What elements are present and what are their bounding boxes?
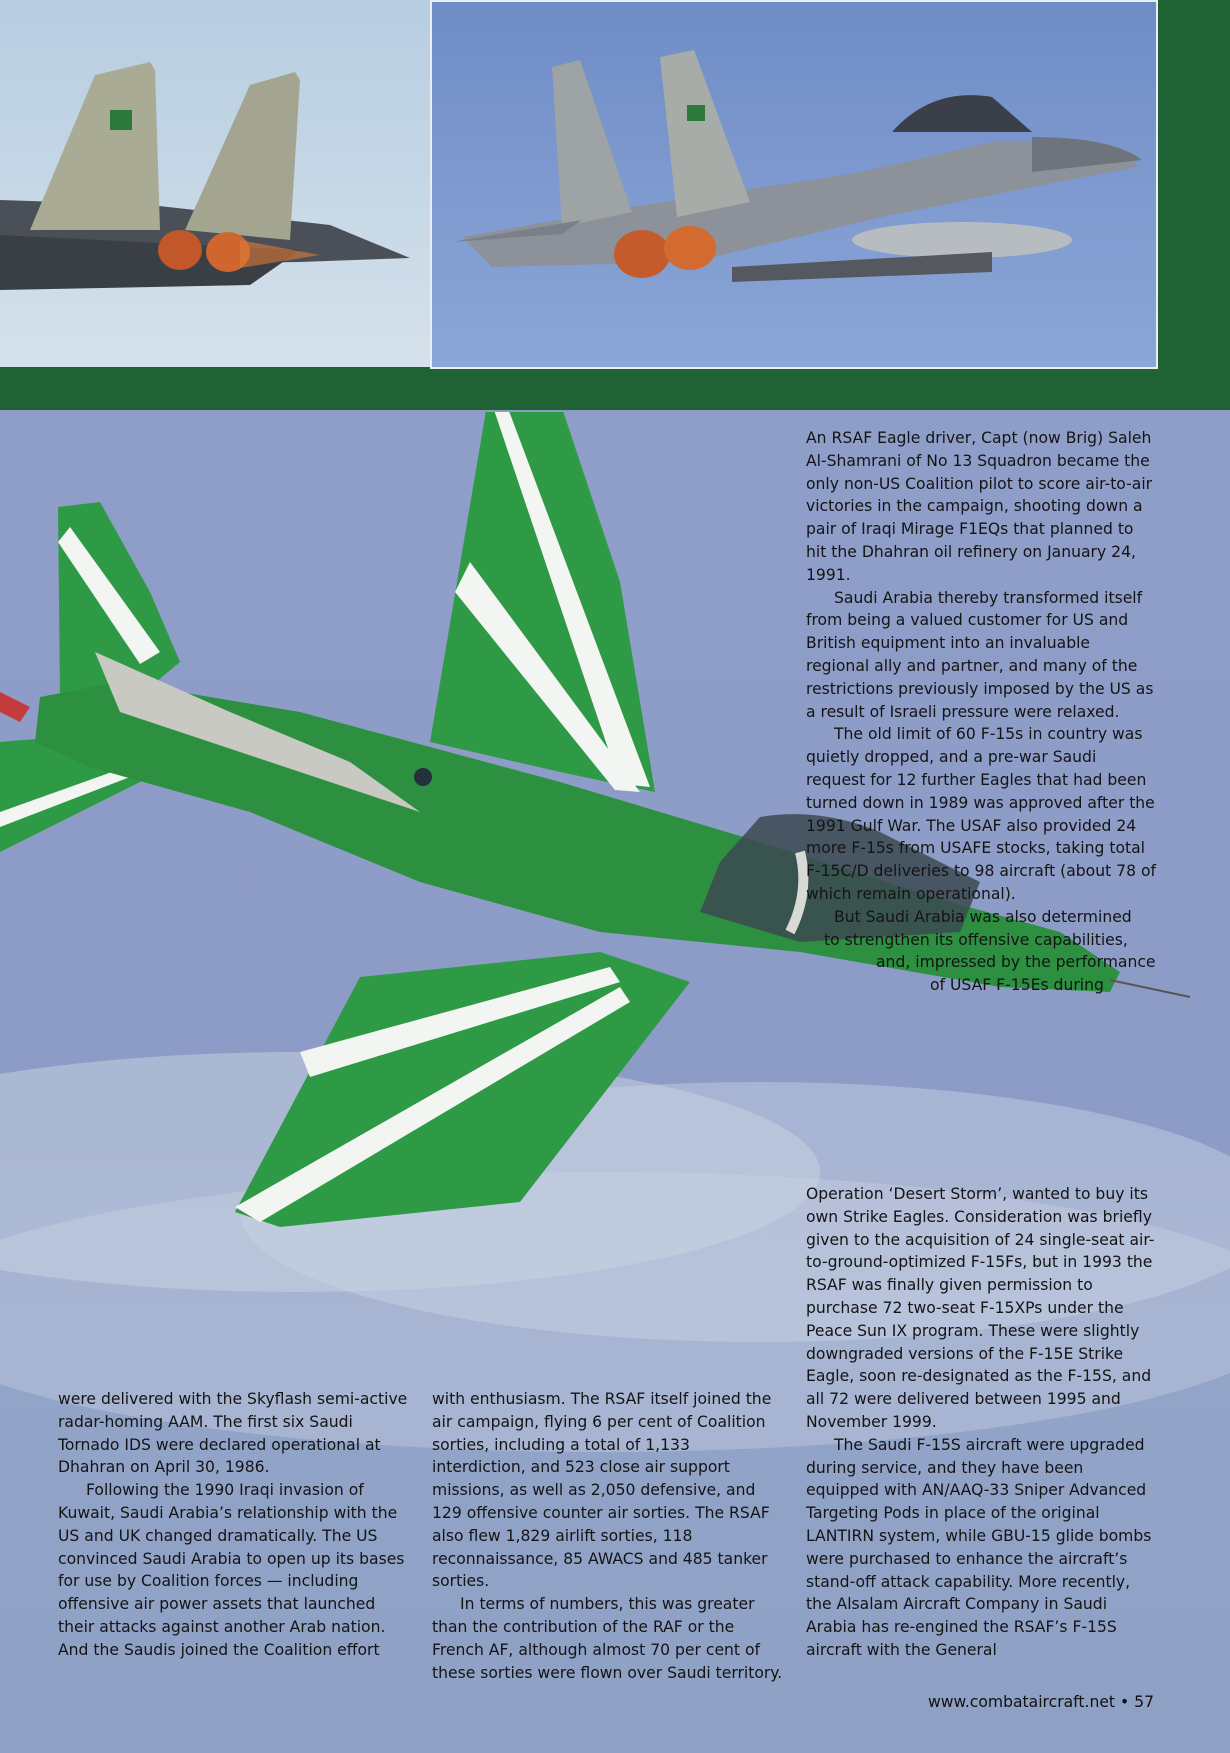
text-line: and, impressed by the performance — [876, 953, 1156, 972]
text-line: to strengthen its offensive capabilities, — [824, 930, 1128, 949]
paragraph: Following the 1990 Iraqi invasion of Kuwait, Saudi Arabia’s relationship with the US and UK changed dramatically. The US convinced Saudi Arabia to open up its bases for use by Coalition forces — including offensive air power assets that launched their attacks against another Arab nation. And the Saudis joined the Coalition effort — [58, 1481, 405, 1659]
paragraph: with enthusiasm. The RSAF itself joined the air campaign, flying 6 per cent of Coalition sorties, including a total of 1,133 interdiction, and 523 close air support missions, as well as 2,050 defensive, and 129 offensive counter air sorties. The RSAF also flew 1,829 airlift sorties, 118 reconnaissance, 85 AWACS and 485 tanker sorties. — [432, 1390, 772, 1591]
f15-aircraft-illustration — [432, 2, 1156, 367]
article-column-right-top — [806, 427, 1156, 997]
paragraph-wrapped-around-image — [806, 906, 1156, 997]
article-column-left — [58, 1388, 413, 1662]
page-footer-url-and-number: www.combataircraft.net • 57 — [928, 1693, 1154, 1711]
article-column-right-bottom — [806, 1183, 1156, 1662]
paragraph: Saudi Arabia thereby transformed itself from being a valued customer for US and British equipment into an invaluable regional ally and partner, and many of the restrictions previously imposed by the US as a result of Israeli pressure were relaxed. — [806, 588, 1154, 721]
paragraph: were delivered with the Skyflash semi-active radar-homing AAM. The first six Saudi Tornado IDS were declared operational at Dhahran on April 30, 1986. — [58, 1390, 408, 1477]
photo-f15-tail-left — [0, 0, 430, 367]
paragraph: The Saudi F-15S aircraft were upgraded during service, and they have been equipped with AN/AAQ-33 Sniper Advanced Targeting Pods in place of the original LANTIRN system, while GBU-15 glide bombs were purchased to enhance the aircraft’s stand-off attack capability. More recently, the Alsalam Aircraft Company in Saudi Arabia has re-engined the RSAF’s F-15S aircraft with the General — [806, 1435, 1152, 1659]
paragraph: The old limit of 60 F-15s in country was quietly dropped, and a pre-war Saudi request for 12 further Eagles that had been turned down in 1989 was approved after the 1991 Gulf War. The USAF also provided 24 more F-15s from USAFE stocks, taking total F-15C/D deliveries to 98 aircraft (about 78 of which remain operational). — [806, 725, 1156, 903]
top-photo-strip — [0, 0, 1230, 410]
paragraph: An RSAF Eagle driver, Capt (now Brig) Saleh Al-Shamrani of No 13 Squadron became the only non-US Coalition pilot to score air-to-air victories in the campaign, shooting down a pair of Iraqi Mirage F1EQs that planned to hit the Dhahran oil refinery on January 24, 1991. — [806, 429, 1153, 584]
paragraph: In terms of numbers, this was greater than the contribution of the RAF or the French AF, although almost 70 per cent of these sorties were flown over Saudi territory. — [432, 1595, 783, 1682]
f15-tail-illustration — [0, 0, 430, 367]
text-line: of USAF F-15Es during — [930, 976, 1104, 995]
photo-f15-banking-right — [432, 2, 1156, 367]
paragraph: Operation ‘Desert Storm’, wanted to buy its own Strike Eagles. Consideration was briefly given to the acquisition of 24 single-seat air-to-ground-optimized F-15Fs, but in 1993 the RSAF was finally given permission to purchase 72 two-seat F-15XPs under the Peace Sun IX program. These were slightly downgraded versions of the F-15E Strike Eagle, soon re-designated as the F-15S, and all 72 were delivered between 1995 and November 1999. — [806, 1185, 1155, 1431]
article-column-middle — [432, 1388, 784, 1684]
text-line: But Saudi Arabia was also determined — [834, 907, 1132, 926]
